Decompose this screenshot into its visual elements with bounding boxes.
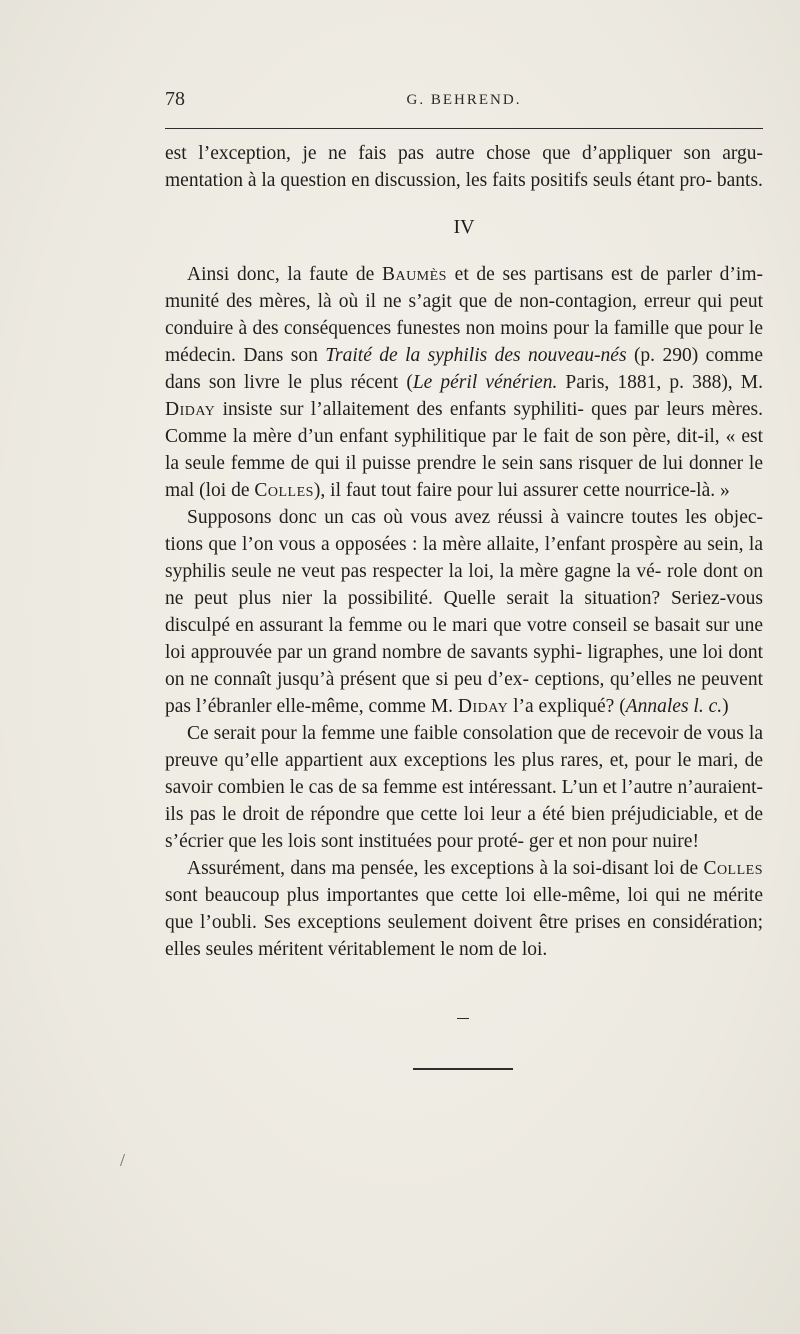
text-span: ) <box>722 696 729 717</box>
book-title-peril: Le péril vénérien. <box>412 372 558 393</box>
page-number: 78 <box>165 88 185 110</box>
author-name-diday: Diday <box>457 696 509 717</box>
book-title-traite: Traité de la syphilis des nouveau-nés <box>325 345 627 366</box>
text-span: Assurément, dans ma pensée, les exceptions à la soi-disant loi de <box>187 858 704 879</box>
header-rule <box>165 128 763 129</box>
running-head: G. BEHREND. <box>406 92 522 108</box>
text-span: Paris, 1881, p. 388), M. <box>557 372 763 393</box>
text-span: l’a expliqué? ( <box>508 696 626 717</box>
paragraph-5 <box>165 855 763 963</box>
author-name-colles: Colles <box>703 858 763 879</box>
paragraph-3 <box>165 504 763 720</box>
author-name-diday: Diday <box>165 399 216 420</box>
author-name-baumes: Baumès <box>381 264 447 285</box>
page-header <box>165 88 763 118</box>
text-span: et de ses partisans est de parler d’im- munité des mères, là où il ne s’agit que de non-contagion, erreur qui peut conduire à des conséquences funestes non moins pour la famille que pour le médecin. Dans son <box>165 264 763 366</box>
paragraph-4: Ce serait pour la femme une faible consolation que de recevoir de vous la preuve qu’elle appartient aux exceptions les plus rares, et, pour le mari, de savoir combien le cas de sa femme est intéressant. L’un et l’autre n’auraient-ils pas le droit de répondre que cette loi leur a été bien préjudiciable, et de s’écrier que les lois sont instituées pour proté- ger et non pour nuire! <box>165 723 763 852</box>
margin-slash-mark: / <box>120 1150 126 1170</box>
text-span: (p. 290) comme dans son livre le plus récent ( <box>165 345 763 393</box>
end-rule <box>413 1068 513 1070</box>
text-span: insiste sur l’allaitement des enfants syphiliti- ques par leurs mères. Comme la mère d’un enfant syphilitique par le fait de son père, dit-il, « est la seule femme de qui il puisse prendre le sein sans risquer de lui donner le mal (loi de <box>165 399 763 501</box>
text-span: sont beaucoup plus importantes que cette loi elle-même, loi qui ne mérite que l’oubli. Ses exceptions seulement doivent être prises en considération; elles seules méritent véritablement le nom de loi. <box>165 885 763 960</box>
paragraph-2 <box>165 261 763 504</box>
end-dash <box>457 1018 469 1019</box>
section-heading: IV <box>453 216 475 238</box>
citation-annales: Annales l. c. <box>625 696 723 717</box>
body-text <box>165 140 763 963</box>
paragraph-1: est l’exception, je ne fais pas autre chose que d’appliquer son argu- mentation à la question en discussion, les faits positifs seuls étant pro- bants. <box>165 143 763 191</box>
text-span: Ainsi donc, la faute de <box>187 264 382 285</box>
author-name-colles: Colles <box>254 480 314 501</box>
text-span: ), il faut tout faire pour lui assurer cette nourrice-là. » <box>313 480 730 501</box>
text-span: Supposons donc un cas où vous avez réussi à vaincre toutes les objec- tions que l’on vous a opposées : la mère allaite, l’enfant prospère au sein, la syphilis seule ne veut pas respecter la loi, la mère gagne la vé- role dont on ne peut plus nier la possibilité. Quelle serait la situation? Seriez-vous disculpé en assurant la femme ou le mari que votre conseil se basait sur une loi approuvée par un grand nombre de savants syphi- ligraphes, une loi dont on ne connaît jusqu’à présent que si peu d’ex- ceptions, qu’elles ne peuvent pas l’ébranler elle-même, comme M. <box>165 507 763 717</box>
